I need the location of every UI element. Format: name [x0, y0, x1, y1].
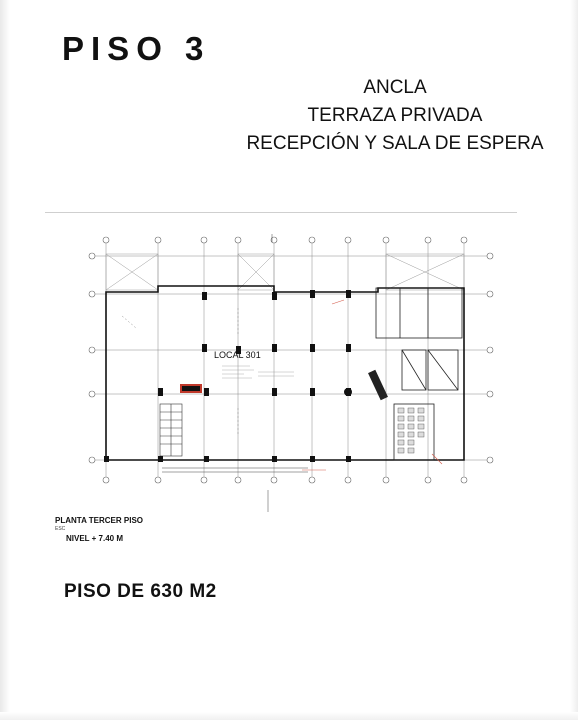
feature-reception: RECEPCIÓN Y SALA DE ESPERA: [246, 133, 544, 154]
page-shadow-bottom: [0, 712, 578, 720]
plan-caption-title: PLANTA TERCER PISO: [55, 516, 144, 525]
divider-line: [45, 212, 517, 213]
floor-title: PISO 3: [62, 30, 211, 67]
local-301-label: LOCAL 301: [214, 350, 261, 360]
plan-caption-scale: ESC: [55, 526, 66, 532]
floor-plan-drawing: [82, 232, 502, 522]
page-shadow-right: [570, 0, 578, 720]
floor-features: [230, 74, 560, 158]
feature-anchor: ANCLA: [363, 77, 427, 98]
page-shadow-left: [0, 0, 10, 720]
floor-area-label: PISO DE 630 M2: [64, 581, 217, 602]
feature-private-terrace: TERRAZA PRIVADA: [307, 105, 483, 126]
plan-caption-level: NIVEL + 7.40 M: [66, 534, 123, 543]
